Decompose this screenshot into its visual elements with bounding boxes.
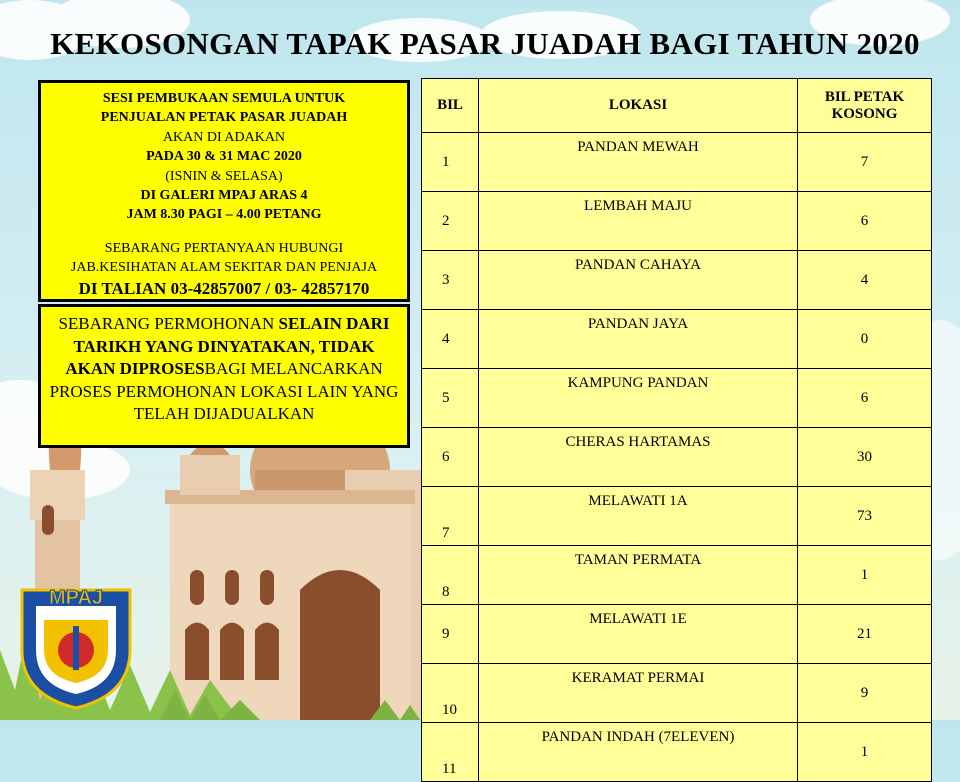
row-lokasi: KERAMAT PERMAI xyxy=(479,664,798,723)
table-row xyxy=(422,251,932,310)
row-kosong: 1 xyxy=(798,546,932,605)
row-kosong: 73 xyxy=(798,487,932,546)
row-kosong: 6 xyxy=(798,369,932,428)
row-kosong: 1 xyxy=(798,723,932,782)
row-kosong: 30 xyxy=(798,428,932,487)
row-bil: 11 xyxy=(422,723,479,782)
table-row xyxy=(422,723,932,782)
notice-line: SESI PEMBUKAAN SEMULA UNTUK xyxy=(102,91,346,106)
table-row xyxy=(422,546,932,605)
notice-line: PADA 30 & 31 MAC 2020 xyxy=(146,149,302,165)
row-bil: 6 xyxy=(422,428,479,487)
row-bil: 9 xyxy=(422,605,479,664)
table-row xyxy=(422,192,932,251)
row-lokasi: CHERAS HARTAMAS xyxy=(479,428,798,487)
row-bil: 4 xyxy=(422,310,479,369)
header-bil: BIL xyxy=(422,79,479,133)
table-row xyxy=(422,369,932,428)
notice-line: (ISNIN & SELASA) xyxy=(165,168,283,184)
warning-text: BAGI MELANCARKAN PROSES PERMOHONAN LOKASI LAIN YANG TELAH DIJADUALKAN xyxy=(49,359,399,423)
vacancy-table xyxy=(421,78,932,782)
contact-phone: DI TALIAN 03-42857007 / 03- 42857170 xyxy=(78,278,370,298)
row-kosong: 0 xyxy=(798,310,932,369)
row-lokasi: PANDAN INDAH (7ELEVEN) xyxy=(479,723,798,782)
row-bil: 8 xyxy=(422,546,479,605)
row-lokasi: TAMAN PERMATA xyxy=(479,546,798,605)
table-row xyxy=(422,133,932,192)
row-kosong: 7 xyxy=(798,133,932,192)
row-lokasi: PANDAN MEWAH xyxy=(479,133,798,192)
row-bil: 2 xyxy=(422,192,479,251)
row-bil: 7 xyxy=(422,487,479,546)
notice-line: DI GALERI MPAJ ARAS 4 xyxy=(140,188,308,204)
row-kosong: 21 xyxy=(798,605,932,664)
reopening-notice xyxy=(38,80,410,302)
notice-line: AKAN DI ADAKAN xyxy=(162,129,286,145)
table-header-row xyxy=(422,79,932,133)
table-row xyxy=(422,664,932,723)
row-bil: 1 xyxy=(422,133,479,192)
mpaj-logo xyxy=(14,580,138,710)
row-lokasi: MELAWATI 1A xyxy=(479,487,798,546)
row-kosong: 4 xyxy=(798,251,932,310)
row-lokasi: LEMBAH MAJU xyxy=(479,192,798,251)
logo-text: MPAJ xyxy=(48,587,104,609)
header-lokasi: LOKASI xyxy=(479,79,798,133)
row-bil: 10 xyxy=(422,664,479,723)
table-row xyxy=(422,605,932,664)
notice-line: PENJUALAN PETAK PASAR JUADAH xyxy=(100,110,348,126)
row-kosong: 9 xyxy=(798,664,932,723)
row-lokasi: PANDAN JAYA xyxy=(479,310,798,369)
application-warning xyxy=(38,304,410,448)
notice-line: JAM 8.30 PAGI – 4.00 PETANG xyxy=(126,207,322,223)
table-row xyxy=(422,428,932,487)
row-lokasi: MELAWATI 1E xyxy=(479,605,798,664)
row-lokasi: KAMPUNG PANDAN xyxy=(479,369,798,428)
row-bil: 3 xyxy=(422,251,479,310)
warning-text: SEBARANG PERMOHONAN xyxy=(58,314,279,333)
row-bil: 5 xyxy=(422,369,479,428)
row-kosong: 6 xyxy=(798,192,932,251)
warning-emphasis: SELAIN DARI TARIKH YANG DINYATAKAN, TIDAK AKAN DIPROSES xyxy=(65,314,390,378)
page-title: KEKOSONGAN TAPAK PASAR JUADAH BAGI TAHUN 2020 xyxy=(50,26,920,61)
table-row xyxy=(422,487,932,546)
header-kosong: BIL PETAK KOSONG xyxy=(798,79,932,133)
notice-line: JAB.KESIHATAN ALAM SEKITAR DAN PENJAJA xyxy=(70,260,378,276)
notice-line: SEBARANG PERTANYAAN HUBUNGI xyxy=(104,240,344,256)
row-lokasi: PANDAN CAHAYA xyxy=(479,251,798,310)
table-row xyxy=(422,310,932,369)
